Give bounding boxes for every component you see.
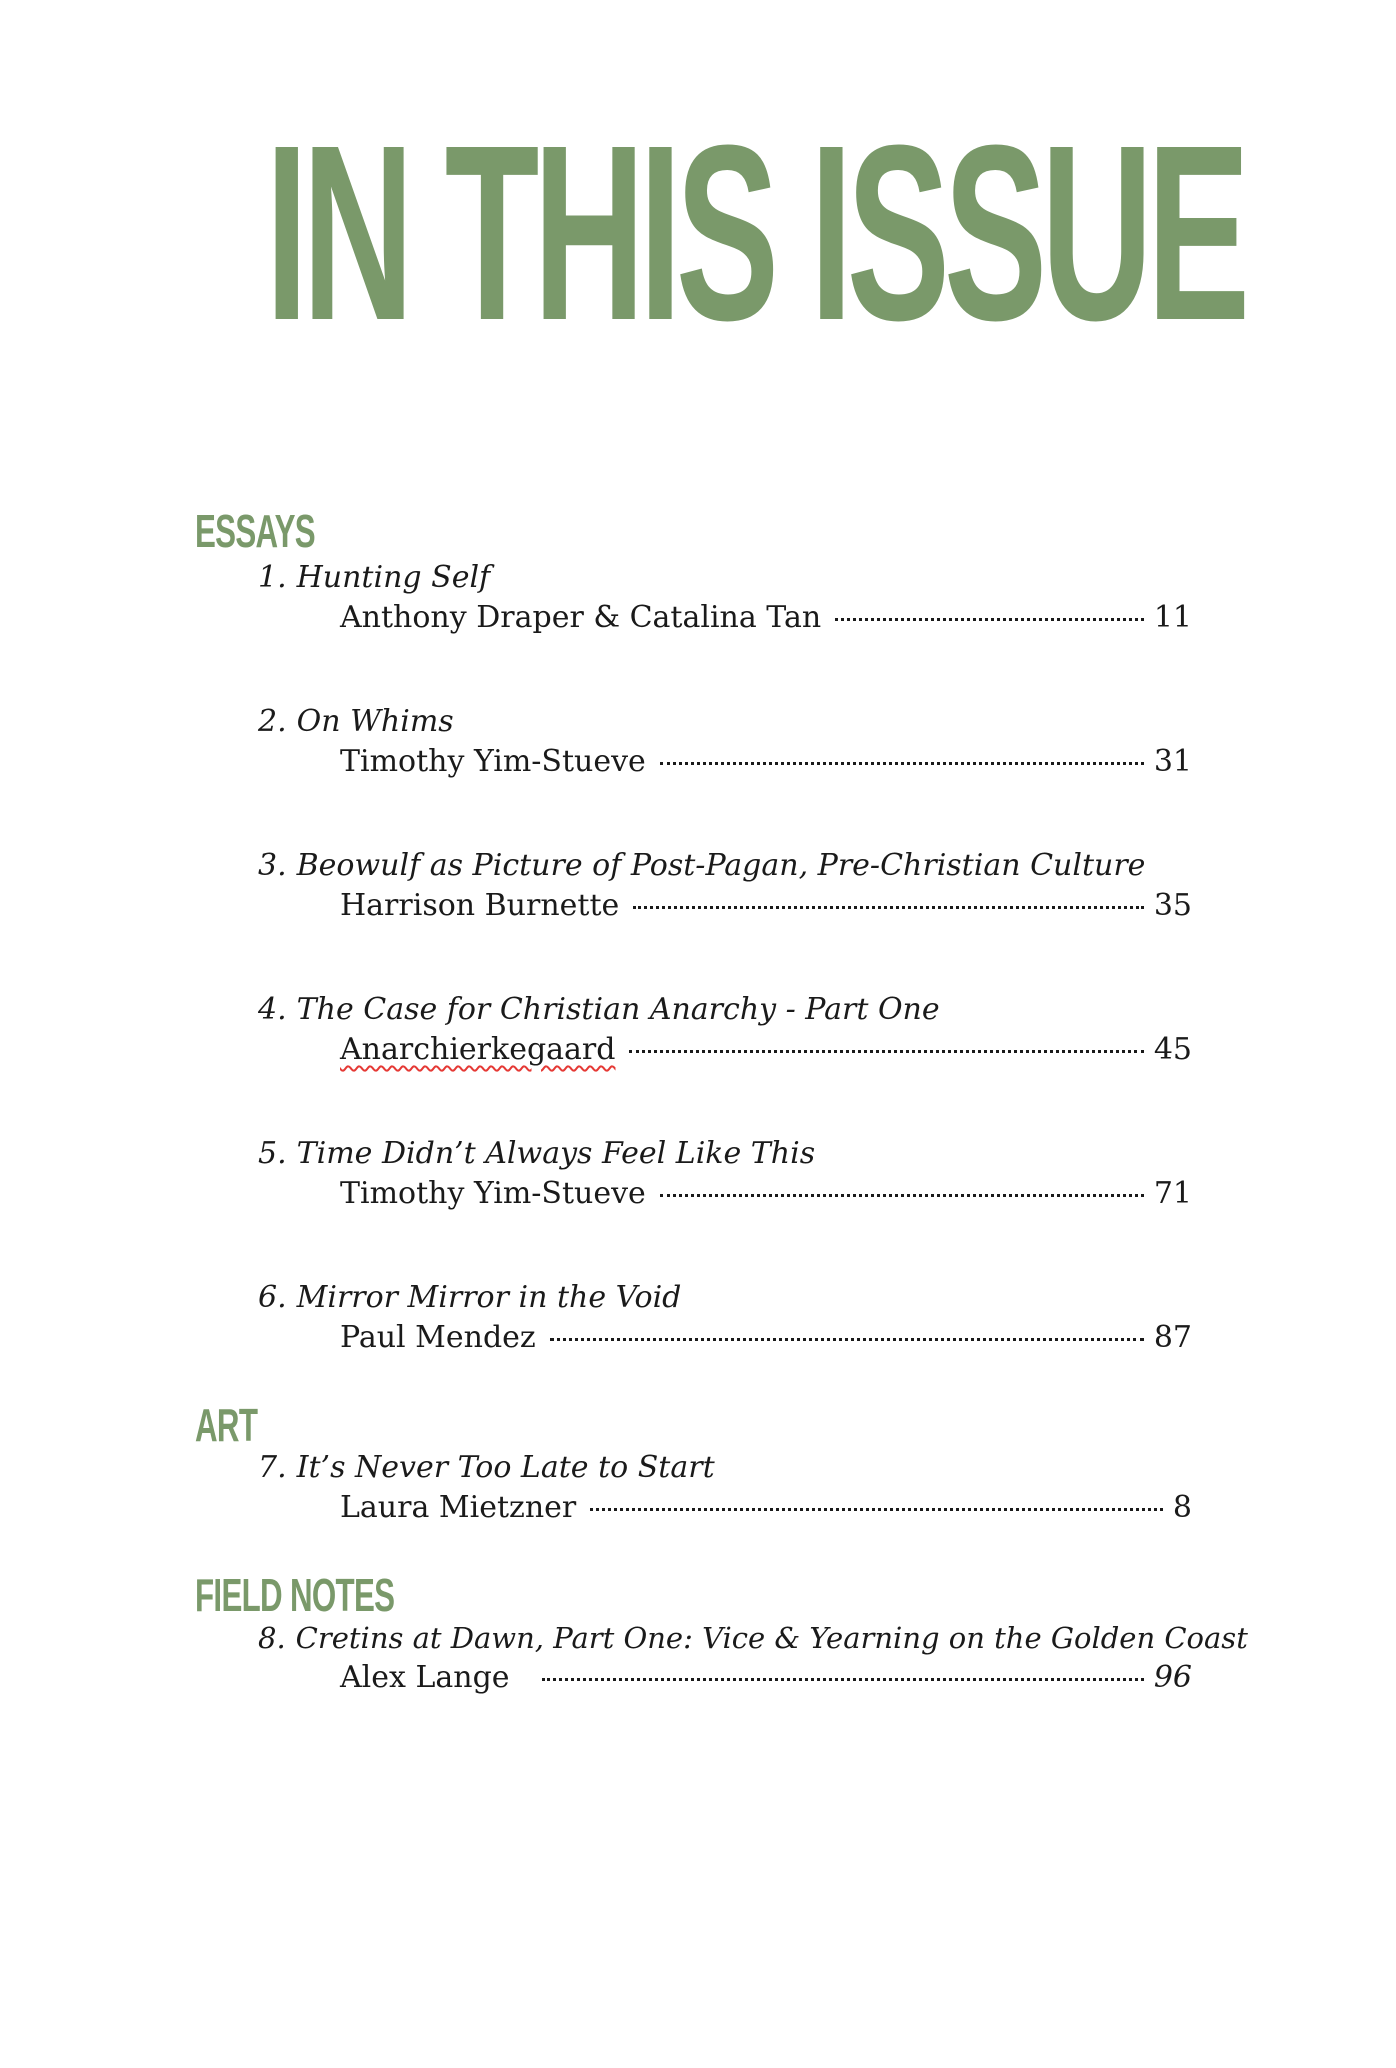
entry-number: 6. xyxy=(258,1280,287,1315)
entry-number: 1. xyxy=(258,560,287,595)
entry-page-number: 96 xyxy=(1153,1660,1192,1695)
entry-author: Anthony Draper & Catalina Tan xyxy=(340,600,822,635)
entry-title-line xyxy=(258,1278,1192,1318)
dot-leader xyxy=(835,618,1144,621)
entry-author: Timothy Yim-Stueve xyxy=(340,744,646,779)
toc-entry-8[interactable] xyxy=(258,1618,1248,1702)
entry-number: 3. xyxy=(258,848,287,883)
dot-leader xyxy=(590,1508,1163,1511)
entry-author-line xyxy=(340,598,1192,638)
entry-title-line xyxy=(258,1134,1192,1174)
entry-page-number: 8 xyxy=(1172,1490,1192,1525)
entry-title: Beowulf as Picture of Post-Pagan, Pre-Christian Culture xyxy=(296,848,1146,883)
entry-number: 8. xyxy=(258,1621,286,1655)
entry-page-number: 87 xyxy=(1153,1320,1192,1355)
entry-page-number: 11 xyxy=(1153,600,1192,635)
toc-entry-1[interactable] xyxy=(258,558,1192,642)
entry-author-line xyxy=(340,886,1192,926)
dot-leader xyxy=(660,1194,1144,1197)
section-heading-field-notes: FIELD NOTES xyxy=(195,1569,395,1621)
toc-entry-3[interactable] xyxy=(258,846,1192,930)
dot-leader xyxy=(550,1338,1144,1341)
entry-title-line xyxy=(258,846,1192,886)
dot-leader xyxy=(633,906,1144,909)
entry-number: 4. xyxy=(258,992,287,1027)
toc-entry-7[interactable] xyxy=(258,1448,1192,1532)
dot-leader xyxy=(660,762,1144,765)
entry-author: Harrison Burnette xyxy=(340,888,620,923)
entry-author: Alex Lange xyxy=(340,1660,510,1695)
toc-entry-6[interactable] xyxy=(258,1278,1192,1362)
entry-number: 5. xyxy=(258,1136,287,1171)
entry-title: It’s Never Too Late to Start xyxy=(296,1450,715,1485)
page-title: IN THIS ISSUE xyxy=(265,93,1244,372)
entry-page-number: 35 xyxy=(1153,888,1192,923)
entry-author-line xyxy=(340,1030,1192,1070)
entry-page-number: 71 xyxy=(1153,1176,1192,1211)
entry-page-number: 45 xyxy=(1153,1032,1192,1067)
entry-title: Hunting Self xyxy=(296,560,491,595)
entry-title: On Whims xyxy=(296,704,454,739)
entry-title-line xyxy=(258,558,1192,598)
entry-title-line xyxy=(258,1448,1192,1488)
toc-entry-5[interactable] xyxy=(258,1134,1192,1218)
entry-title: Time Didn’t Always Feel Like This xyxy=(296,1136,816,1171)
toc-entry-2[interactable] xyxy=(258,702,1192,786)
toc-entry-4[interactable] xyxy=(258,990,1192,1074)
entry-author-line xyxy=(340,1658,1192,1698)
entry-author-line xyxy=(340,742,1192,782)
entry-author-line xyxy=(340,1488,1192,1528)
entry-author-line xyxy=(340,1174,1192,1214)
section-heading-essays: ESSAYS xyxy=(195,505,315,557)
entry-title: Cretins at Dawn, Part One: Vice & Yearning on the Golden Coast xyxy=(295,1621,1248,1655)
entry-title-line xyxy=(258,702,1192,742)
entry-page-number: 31 xyxy=(1153,744,1192,779)
entry-title-line xyxy=(258,990,1192,1030)
dot-leader xyxy=(629,1050,1143,1053)
entry-title: Mirror Mirror in the Void xyxy=(296,1280,682,1315)
entry-author: Anarchierkegaard xyxy=(340,1032,616,1067)
entry-author: Timothy Yim-Stueve xyxy=(340,1176,646,1211)
entry-author: Paul Mendez xyxy=(340,1320,536,1355)
entry-number: 2. xyxy=(258,704,287,739)
entry-number: 7. xyxy=(258,1450,287,1485)
entry-title: The Case for Christian Anarchy - Part One xyxy=(296,992,940,1027)
section-heading-art: ART xyxy=(195,1399,258,1451)
entry-title-line xyxy=(258,1618,1248,1658)
entry-author-line xyxy=(340,1318,1192,1358)
dot-leader xyxy=(542,1678,1144,1681)
entry-author: Laura Mietzner xyxy=(340,1490,577,1525)
